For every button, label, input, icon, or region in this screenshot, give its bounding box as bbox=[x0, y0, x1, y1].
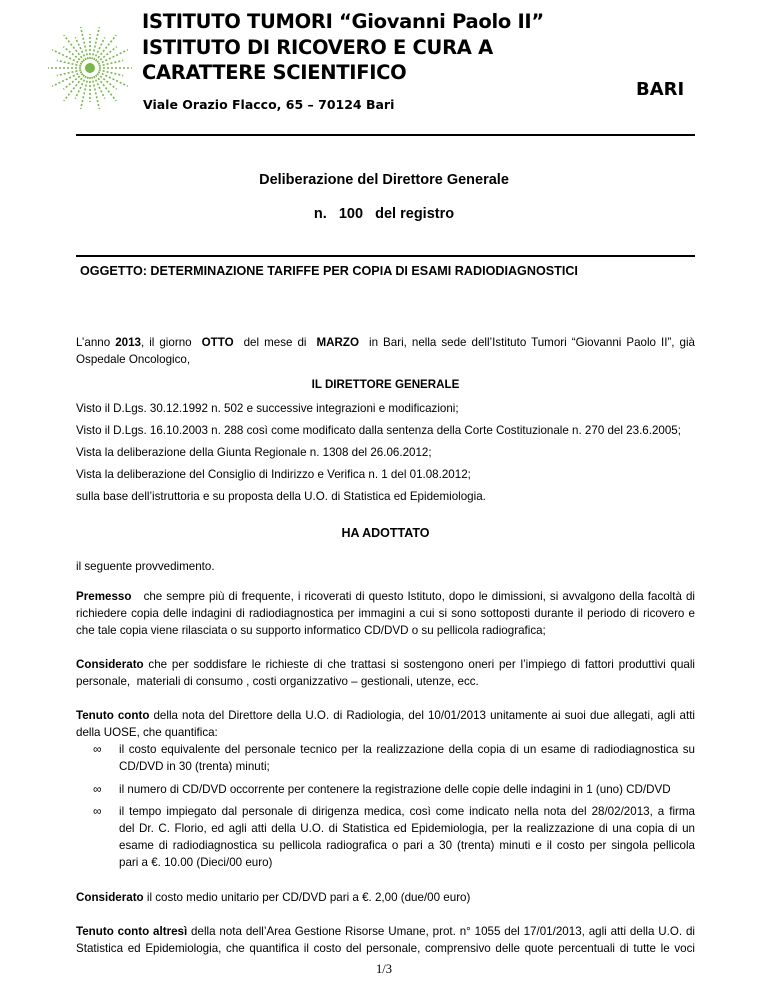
visto-2: Visto il D.Lgs. 16.10.2003 n. 288 così come modificato dalla sentenza della Corte Costituzionale n. 270 del 23.6.2005; bbox=[76, 424, 681, 437]
bullet3-line3: esame di radiodiagnostica su pellicola radiografica o pari a 30 (trenta) minuti e il costo per singola pellicola bbox=[119, 839, 695, 852]
director-heading: IL DIRETTORE GENERALE bbox=[311, 378, 460, 391]
institute-name-line3: CARATTERE SCIENTIFICO bbox=[142, 61, 407, 84]
considerato-line1: Considerato che per soddisfare le richieste di che trattasi si sostengono oneri per l’impiego di fattori produttivi quali bbox=[76, 658, 695, 671]
intro-line2: Ospedale Oncologico, bbox=[76, 353, 191, 366]
adopted-heading: HA ADOTTATO bbox=[341, 526, 430, 540]
considerato-line2: personale, materiali di consumo , costi organizzativo – gestionali, utenze, ecc. bbox=[76, 675, 479, 688]
address: Viale Orazio Flacco, 65 – 70124 Bari bbox=[143, 97, 395, 112]
page-number: 1/3 bbox=[376, 962, 392, 976]
tenuto-line2: della UOSE, che quantifica: bbox=[76, 726, 218, 739]
bullet1-line2: CD/DVD in 30 (trenta) minuti; bbox=[119, 760, 270, 773]
premesso-line2: richiedere copia delle indagini di radiodiagnostica per immagini a cui si sono sottoposti durante il periodo di ricovero e bbox=[76, 607, 695, 620]
tenuto-line1: Tenuto conto della nota del Direttore della U.O. di Radiologia, del 10/01/2013 unitamente ai suoi due allegati, agli atti bbox=[76, 709, 695, 722]
tenuto2-line2: Statistica ed Epidemiologia, che quantifica il costo del personale, comprensivo delle quote percentuali di tutte le voci bbox=[76, 942, 695, 955]
bullet1-line1: il costo equivalente del personale tecnico per la realizzazione della copia di un esame di radiodiagnostica su bbox=[119, 743, 695, 756]
bullet-icon: ∞ bbox=[93, 742, 102, 756]
document-title: Deliberazione del Direttore Generale bbox=[259, 172, 509, 188]
intro-line1: L’anno 2013, il giorno OTTO del mese di MARZO in Bari, nella sede dell’Istituto Tumori “Giovanni Paolo II”, già bbox=[76, 336, 695, 349]
bullet-icon: ∞ bbox=[93, 804, 102, 818]
institute-name-line1: ISTITUTO TUMORI “Giovanni Paolo II” bbox=[142, 10, 544, 33]
bullet3-line1: il tempo impiegato dal personale di dirigenza medica, così come indicato nella nota del 28/02/2013, a firma bbox=[119, 805, 695, 818]
institute-logo bbox=[44, 22, 136, 114]
visto-5: sulla base dell’istruttoria e su proposta della U.O. di Statistica ed Epidemiologia. bbox=[76, 490, 486, 503]
bullet2-line1: il numero di CD/DVD occorrente per contenere la registrazione delle copie delle indagini in 1 (uno) CD/DVD bbox=[119, 783, 671, 796]
following-text: il seguente provvedimento. bbox=[76, 560, 215, 573]
visto-1: Visto il D.Lgs. 30.12.1992 n. 502 e successive integrazioni e modificazioni; bbox=[76, 402, 459, 415]
visto-4: Vista la deliberazione del Consiglio di Indirizzo e Verifica n. 1 del 01.08.2012; bbox=[76, 468, 471, 481]
institute-name-line2: ISTITUTO DI RICOVERO E CURA A bbox=[142, 36, 493, 59]
city-label: BARI bbox=[636, 79, 685, 100]
premesso-line3: che tale copia viene rilasciata o su supporto informatico CD/DVD o su pellicola radiografica; bbox=[76, 624, 546, 637]
bullet3-line4: pari a €. 10.00 (Dieci/00 euro) bbox=[119, 856, 273, 869]
visto-3: Vista la deliberazione della Giunta Regionale n. 1308 del 26.06.2012; bbox=[76, 446, 432, 459]
premesso-line1: Premesso che sempre più di frequente, i ricoverati di questo Istituto, dopo le dimissioni, si avvalgono della facoltà di bbox=[76, 590, 695, 603]
bullet3-line2: del Dr. C. Florio, ed agli atti della U.O. di Statistica ed Epidemiologia, per la realizzazione di una copia di un bbox=[119, 822, 695, 835]
bullet-icon: ∞ bbox=[93, 782, 102, 796]
tenuto2-line1: Tenuto conto altresì della nota dell’Area Gestione Risorse Umane, prot. n° 1055 del 17/01/2013, agli atti della U.O. di bbox=[76, 925, 695, 938]
subject: OGGETTO: DETERMINAZIONE TARIFFE PER COPIA DI ESAMI RADIODIAGNOSTICI bbox=[80, 264, 578, 278]
header-divider bbox=[76, 134, 695, 136]
register-number: n. 100 del registro bbox=[313, 206, 455, 222]
subject-divider bbox=[76, 255, 695, 257]
considerato2: Considerato il costo medio unitario per CD/DVD pari a €. 2,00 (due/00 euro) bbox=[76, 891, 471, 904]
